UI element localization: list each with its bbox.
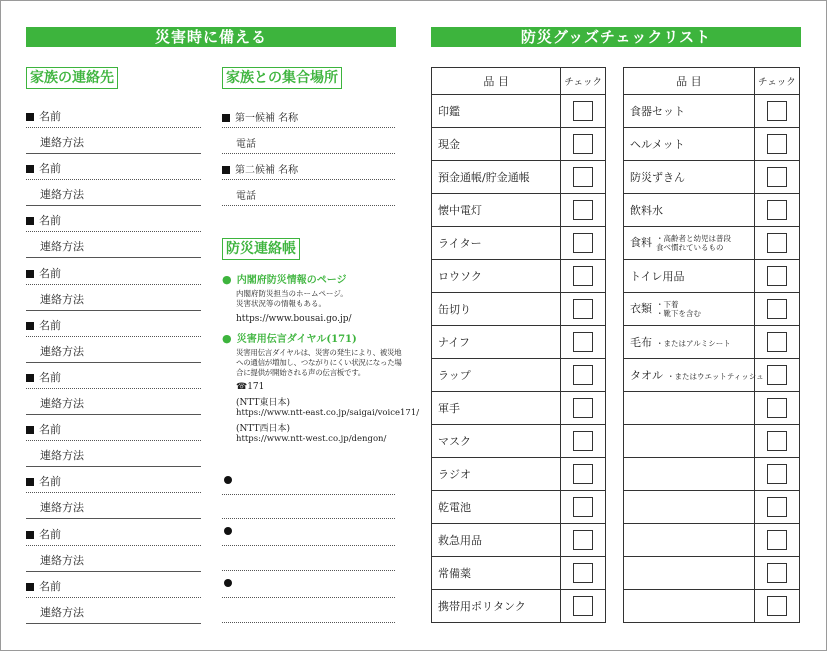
checkbox[interactable] [767, 464, 787, 484]
checklist-item-label: ヘルメット [630, 138, 685, 151]
checklist-row [432, 128, 606, 161]
square-bullet-icon [26, 270, 34, 278]
checklist-item-label: 救急用品 [432, 524, 561, 557]
checklist-row [432, 524, 606, 557]
ntt-east-url[interactable]: https://www.ntt-east.co.jp/saigai/voice171/ [236, 408, 420, 418]
checklist-item-label: 毛布 [630, 336, 652, 349]
contact-name-label: 名前 [39, 162, 61, 176]
checklist-row [432, 260, 606, 293]
checklist-item-label: 預金通帳/貯金通帳 [432, 161, 561, 194]
checklist-row [624, 557, 800, 590]
contact-name-row[interactable] [26, 154, 201, 180]
checklist-item-label: 飲料水 [630, 204, 663, 217]
checklist-row [624, 425, 800, 458]
square-bullet-icon [26, 531, 34, 539]
contact-name-label: 名前 [39, 266, 61, 280]
meeting-first-label: 第一候補 名称 [235, 113, 299, 124]
checkbox[interactable] [767, 101, 787, 121]
contact-name-label: 名前 [39, 423, 61, 437]
black-dot-icon [224, 579, 232, 587]
checkbox[interactable] [767, 134, 787, 154]
checklist-item-label: 常備薬 [432, 557, 561, 590]
black-dot-icon [224, 527, 232, 535]
checklist-item-label: 衣類 [630, 302, 652, 315]
checkbox[interactable] [573, 431, 593, 451]
checklist-row [624, 128, 800, 161]
cabinet-desc-1: 内閣府防災担当のホームページ。 [236, 289, 348, 298]
checkbox[interactable] [573, 596, 593, 616]
checklist-row [624, 458, 800, 491]
checkbox[interactable] [573, 365, 593, 385]
checkbox[interactable] [767, 332, 787, 352]
cabinet-office-block [222, 268, 402, 324]
checkbox[interactable] [573, 101, 593, 121]
square-bullet-icon [26, 374, 34, 382]
contact-name-row[interactable] [26, 206, 201, 232]
checkbox[interactable] [573, 332, 593, 352]
checklist-item-note: ・高齢者と幼児は普段 食べ慣れているもの [656, 234, 731, 252]
checklist-row [624, 194, 800, 227]
contact-name-row[interactable] [26, 259, 201, 285]
checklist-item-label: 携帯用ポリタンク [432, 590, 561, 623]
checklist-row [624, 227, 800, 260]
dial-desc-2: への通信が増加し、つながりにくい状況になった場 [236, 358, 402, 367]
checkbox[interactable] [573, 233, 593, 253]
checklist-item-label: ラジオ [432, 458, 561, 491]
dial-title: 災害用伝言ダイヤル(171) [236, 334, 357, 345]
checkbox[interactable] [767, 398, 787, 418]
checklist-item-note: ・またはアルミシート [656, 338, 731, 348]
checklist-row [432, 326, 606, 359]
checklist-item-label: タオル [630, 369, 663, 382]
contact-name-row[interactable] [26, 363, 201, 389]
ntt-west-url[interactable]: https://www.ntt-west.co.jp/dengon/ [236, 434, 387, 444]
checklist-row [624, 359, 800, 392]
checklist-item-label: ナイフ [432, 326, 561, 359]
checklist-table-right [623, 67, 800, 623]
ntt-west-label: (NTT西日本) [236, 424, 291, 434]
blank-entry-line[interactable] [222, 597, 395, 598]
blank-entry-line[interactable] [222, 570, 395, 571]
checklist-item-label: 缶切り [432, 293, 561, 326]
checkbox[interactable] [767, 266, 787, 286]
col-check-header: チェック [561, 68, 606, 95]
contact-name-label: 名前 [39, 214, 61, 228]
blank-entry-line[interactable] [222, 622, 395, 623]
contact-method-label: 連絡方法 [40, 553, 84, 567]
meeting-first-phone-row[interactable] [222, 128, 395, 154]
contact-method-row[interactable] [26, 337, 201, 363]
contact-name-label: 名前 [39, 110, 61, 123]
square-bullet-icon [26, 322, 34, 330]
cabinet-desc-2: 災害状況等の情報もある。 [236, 299, 326, 308]
contact-method-label: 連絡方法 [40, 188, 84, 202]
contact-name-label: 名前 [39, 371, 61, 384]
contact-method-row[interactable] [26, 389, 201, 415]
dial-block [222, 327, 420, 444]
square-bullet-icon [222, 114, 230, 122]
checklist-row [624, 524, 800, 557]
square-bullet-icon [26, 426, 34, 434]
square-bullet-icon [26, 165, 34, 173]
checklist-item-label: 現金 [432, 128, 561, 161]
checklist-row [432, 359, 606, 392]
meeting-second-name-row[interactable] [222, 154, 395, 180]
meeting-second-phone-row[interactable] [222, 180, 395, 206]
contact-method-label: 連絡方法 [40, 136, 84, 149]
checklist-item-label: 乾電池 [432, 491, 561, 524]
checkbox[interactable] [573, 266, 593, 286]
blank-entry-line[interactable] [222, 545, 395, 546]
contact-method-row[interactable] [26, 546, 201, 572]
contact-name-row[interactable] [26, 520, 201, 546]
checklist-row [624, 392, 800, 425]
dial-desc-3: 合に提供が開始される声の伝言板です。 [236, 368, 365, 377]
checklist-row [432, 293, 606, 326]
family-contacts-heading: 家族の連絡先 [26, 67, 118, 89]
checklist-item-label: 印鑑 [432, 95, 561, 128]
green-dot-icon: ● [222, 273, 232, 286]
checkbox[interactable] [767, 299, 787, 319]
checkbox[interactable] [767, 167, 787, 187]
contact-name-label: 名前 [39, 527, 61, 541]
contact-method-row[interactable] [26, 180, 201, 206]
black-dot-icon [224, 476, 232, 484]
green-dot-icon: ● [222, 332, 232, 345]
checklist-row [432, 491, 606, 524]
contact-name-row[interactable] [26, 102, 201, 128]
blank-entry-line[interactable] [222, 494, 395, 495]
checklist-item-note: ・またはウエットティッシュ [667, 371, 764, 381]
checkbox[interactable] [767, 365, 787, 385]
col-check-header: チェック [754, 68, 799, 95]
checklist-item-label: ライター [432, 227, 561, 260]
checklist-item-label: ロウソク [432, 260, 561, 293]
checkbox[interactable] [573, 497, 593, 517]
checkbox[interactable] [767, 497, 787, 517]
col-item-header: 品 目 [624, 68, 755, 95]
contact-name-row[interactable] [26, 572, 201, 598]
right-banner: 防災グッズチェックリスト [431, 27, 801, 47]
contact-name-label: 名前 [39, 579, 61, 593]
meeting-first-phone: 電話 [236, 139, 256, 150]
checklist-item-label: 食料 [630, 236, 652, 249]
left-banner: 災害時に備える [26, 27, 396, 47]
checklist-row [432, 392, 606, 425]
square-bullet-icon [26, 113, 34, 121]
checklist-row [624, 326, 800, 359]
checkbox[interactable] [767, 431, 787, 451]
contact-method-row[interactable] [26, 441, 201, 467]
checklist-table-left [431, 67, 606, 623]
checklist-row [624, 260, 800, 293]
checklist-row [624, 95, 800, 128]
checkbox[interactable] [573, 299, 593, 319]
contact-method-label: 連絡方法 [40, 449, 84, 463]
dial-desc-1: 災害用伝言ダイヤルは、災害の発生により、被災地 [236, 348, 402, 357]
contact-method-row[interactable] [26, 232, 201, 258]
meeting-second-label: 第二候補 名称 [235, 165, 299, 176]
checklist-row [432, 557, 606, 590]
checklist-row [432, 227, 606, 260]
checkbox[interactable] [767, 563, 787, 583]
checkbox[interactable] [573, 530, 593, 550]
cabinet-title: 内閣府防災情報のページ [236, 275, 347, 286]
checklist-item-label: マスク [432, 425, 561, 458]
meeting-place-heading: 家族との集合場所 [222, 67, 342, 89]
contact-method-label: 連絡方法 [40, 292, 84, 306]
contact-method-label: 連絡方法 [40, 605, 84, 619]
square-bullet-icon [222, 166, 230, 174]
checkbox[interactable] [573, 134, 593, 154]
meeting-second-phone: 電話 [236, 191, 256, 202]
dial-number: ☎171 [236, 382, 265, 392]
checkbox[interactable] [573, 464, 593, 484]
checklist-item-label: 食器セット [630, 105, 685, 118]
square-bullet-icon [26, 217, 34, 225]
ntt-east-label: (NTT東日本) [236, 398, 291, 408]
contact-name-label: 名前 [39, 475, 61, 489]
cabinet-url[interactable]: https://www.bousai.go.jp/ [236, 314, 352, 324]
checklist-row [624, 491, 800, 524]
contact-method-label: 連絡方法 [40, 240, 84, 254]
checklist-row [432, 194, 606, 227]
checkbox[interactable] [767, 233, 787, 253]
blank-entry-line[interactable] [222, 518, 395, 519]
checklist-row [624, 590, 800, 623]
contact-name-label: 名前 [39, 318, 61, 332]
contact-method-label: 連絡方法 [40, 397, 84, 410]
checklist-row [432, 590, 606, 623]
checklist-row [432, 425, 606, 458]
checklist-item-note: ・下着 ・靴下を含む [656, 300, 701, 318]
contact-name-row[interactable] [26, 415, 201, 441]
checkbox[interactable] [573, 563, 593, 583]
contact-method-row[interactable] [26, 493, 201, 519]
checklist-row [432, 458, 606, 491]
contact-method-row[interactable] [26, 285, 201, 311]
checkbox[interactable] [767, 200, 787, 220]
contact-name-row[interactable] [26, 311, 201, 337]
checklist-row [624, 293, 800, 326]
checkbox[interactable] [573, 200, 593, 220]
contact-method-row[interactable] [26, 598, 201, 624]
checklist-item-label: 軍手 [432, 392, 561, 425]
checklist-row [432, 161, 606, 194]
square-bullet-icon [26, 478, 34, 486]
contact-name-row[interactable] [26, 467, 201, 493]
square-bullet-icon [26, 583, 34, 591]
meeting-first-name-row[interactable] [222, 102, 395, 128]
checklist-item-label: 防災ずきん [630, 171, 685, 184]
contact-method-label: 連絡方法 [40, 501, 84, 515]
contact-method-label: 連絡方法 [40, 344, 84, 358]
checkbox[interactable] [573, 398, 593, 418]
contact-method-row[interactable] [26, 128, 201, 154]
checklist-item-label: 懐中電灯 [432, 194, 561, 227]
checklist-item-label: トイレ用品 [630, 270, 685, 283]
checkbox[interactable] [767, 596, 787, 616]
checkbox[interactable] [767, 530, 787, 550]
checklist-row [624, 161, 800, 194]
checklist-row [432, 95, 606, 128]
checklist-item-label: ラップ [432, 359, 561, 392]
checkbox[interactable] [573, 167, 593, 187]
col-item-header: 品 目 [432, 68, 561, 95]
disaster-contacts-heading: 防災連絡帳 [222, 238, 300, 260]
